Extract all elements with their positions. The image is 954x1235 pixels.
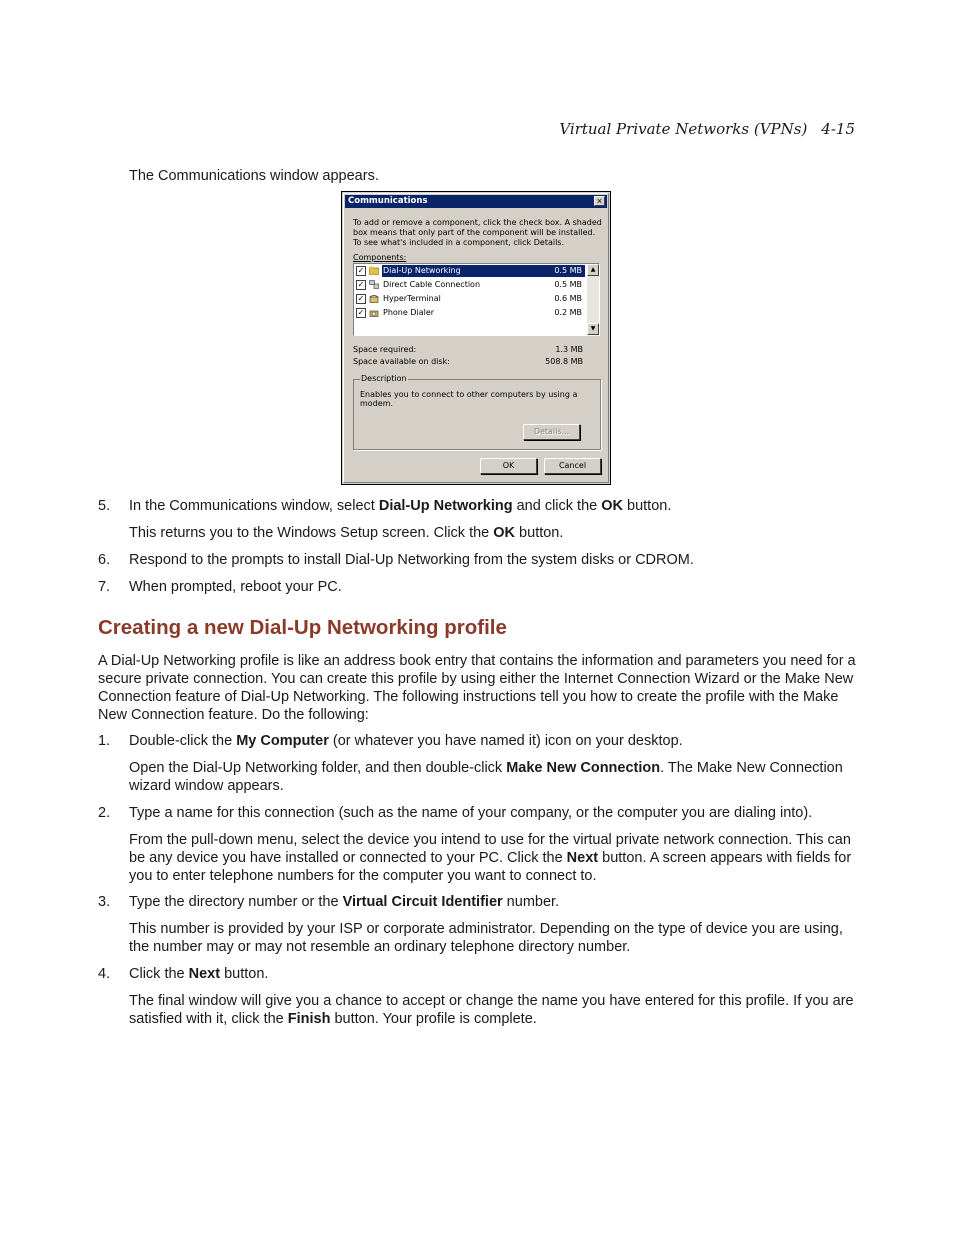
step-text-part: Click the	[129, 966, 189, 982]
component-size: 0.2 MB	[554, 308, 582, 317]
component-size: 0.6 MB	[554, 294, 582, 303]
step-text-part: In the Communications window, select	[129, 498, 379, 514]
step-5-note	[129, 524, 864, 542]
component-checkbox[interactable]: ✓	[357, 294, 365, 303]
step-text: When prompted, reboot your PC.	[129, 579, 342, 595]
note-text-part: button.	[515, 525, 564, 541]
space-required-value: 1.3 MB	[555, 345, 583, 354]
step-text-part: and click the	[512, 498, 602, 514]
step-text-part: button.	[220, 966, 269, 982]
intro-text: The Communications window appears.	[129, 168, 379, 184]
note-text-part: This returns you to the Windows Setup screen. Click the	[129, 525, 494, 541]
details-button[interactable]: Details...	[523, 424, 580, 440]
header-title: Virtual Private Networks (VPNs)	[559, 120, 808, 138]
phone-dialer-icon	[369, 308, 379, 317]
component-name: Dial-Up Networking	[382, 265, 585, 277]
component-size: 0.5 MB	[554, 280, 582, 289]
step-number: 2.	[98, 805, 111, 821]
ok-button[interactable]: OK	[480, 458, 537, 474]
close-button[interactable]: ×	[594, 196, 605, 206]
step-1	[98, 732, 683, 750]
section-heading: Creating a new Dial-Up Networking profile	[98, 616, 507, 639]
note-text-part: From the pull-down menu, select the device you intend to use for the virtual private network connection. This can be any device you have installed or connected to your PC. Click the	[129, 832, 851, 866]
computer-icon	[369, 280, 379, 289]
list-scrollbar[interactable]	[587, 264, 599, 335]
note-text-part: . The Make New Connection wizard window appears.	[129, 760, 843, 794]
component-checkbox[interactable]: ✓	[357, 266, 365, 275]
step-7	[98, 578, 342, 596]
ui-term: OK	[493, 525, 516, 541]
ui-term: Dial-Up Networking	[378, 498, 513, 514]
step-text	[129, 732, 683, 750]
ui-term: Finish	[287, 1011, 331, 1027]
space-required	[353, 345, 583, 354]
ui-term: Next	[566, 850, 599, 866]
step-text-part: Type the directory number or the	[129, 894, 343, 910]
running-header	[559, 120, 855, 138]
page-number: 4-15	[821, 120, 855, 138]
dialog-title: Communications	[348, 196, 428, 206]
step-number: 7.	[98, 579, 111, 595]
component-row[interactable]	[356, 265, 585, 277]
space-required-label: Space required:	[353, 345, 417, 354]
step-5	[98, 497, 671, 515]
ui-term: OK	[601, 498, 623, 514]
description-text: Enables you to connect to other computers by using a modem.	[360, 390, 578, 408]
step-text	[129, 965, 268, 983]
components-listbox[interactable]	[353, 263, 600, 336]
step-4	[98, 965, 268, 983]
space-available-value: 508.8 MB	[545, 357, 583, 366]
step-3	[98, 893, 559, 911]
component-row[interactable]	[356, 279, 585, 291]
step-number: 1.	[98, 733, 111, 749]
scroll-down-icon[interactable]: ▼	[587, 323, 599, 335]
space-available-label: Space available on disk:	[353, 357, 450, 366]
dialog-titlebar	[345, 195, 607, 208]
ui-term: My Computer	[236, 733, 329, 749]
step-2-note	[129, 831, 857, 885]
note-text-part: Open the Dial-Up Networking folder, and then double-click	[129, 760, 507, 776]
step-text: Respond to the prompts to install Dial-Up Networking from the system disks or CDROM.	[129, 552, 694, 568]
step-number: 4.	[98, 966, 111, 982]
step-1-note	[129, 759, 864, 795]
component-name: Direct Cable Connection	[383, 280, 481, 289]
components-label: Components:	[353, 253, 407, 262]
phone-icon	[369, 294, 379, 303]
lead-paragraph: A Dial-Up Networking profile is like an address book entry that contains the information and parameters you need for a secure private connection. You can create this profile by using either the Internet Connection Wizard or the Make New Connection feature of Dial-Up Networking. The following instructions tell you how to create the profile with the Make New Connection feature. Do the following:	[98, 653, 856, 723]
component-row[interactable]	[356, 307, 585, 319]
ui-term: Next	[188, 966, 221, 982]
space-available	[353, 357, 583, 366]
component-name: HyperTerminal	[383, 294, 441, 303]
cancel-button[interactable]: Cancel	[544, 458, 601, 474]
component-checkbox[interactable]: ✓	[357, 280, 365, 289]
step-4-note	[129, 992, 854, 1028]
step-2	[98, 804, 812, 822]
description-label: Description	[361, 374, 407, 383]
step-text-part: (or whatever you have named it) icon on your desktop.	[328, 733, 683, 749]
note-text-part: The final window will give you a chance to accept or change the name you have entered for this profile. If you are satisfied with it, click the	[129, 993, 854, 1027]
step-3-note: This number is provided by your ISP or corporate administrator. Depending on the type of device you are using, the number may or may not resemble an ordinary telephone directory number.	[129, 921, 843, 955]
component-checkbox[interactable]: ✓	[357, 308, 365, 317]
note-text-part: button. Your profile is complete.	[330, 1011, 537, 1027]
component-name: Phone Dialer	[383, 308, 435, 317]
component-row[interactable]	[356, 293, 585, 305]
communications-dialog	[341, 191, 611, 485]
step-6	[98, 551, 694, 569]
step-number: 3.	[98, 894, 111, 910]
note-text-part: button. A screen appears with fields for you to enter telephone numbers for the computer you want to connect to.	[129, 850, 852, 884]
dialog-instructions: To add or remove a component, click the check box. A shaded box means that only part of the component will be installed. To see what's included in a component, click Details.	[353, 218, 602, 247]
ui-term: Virtual Circuit Identifier	[342, 894, 503, 910]
step-text-part: Double-click the	[129, 733, 237, 749]
step-number: 6.	[98, 552, 111, 568]
scroll-up-icon[interactable]: ▲	[587, 264, 599, 276]
ui-term: Make New Connection	[506, 760, 661, 776]
step-text: Type a name for this connection (such as the name of your company, or the computer you are dialing into).	[129, 805, 813, 821]
step-number: 5.	[98, 498, 111, 514]
folder-icon	[369, 266, 379, 275]
component-size: 0.5 MB	[554, 266, 582, 275]
step-text-part: button.	[623, 498, 672, 514]
step-text-part: number.	[502, 894, 560, 910]
step-text	[129, 893, 559, 911]
step-text	[129, 497, 671, 515]
